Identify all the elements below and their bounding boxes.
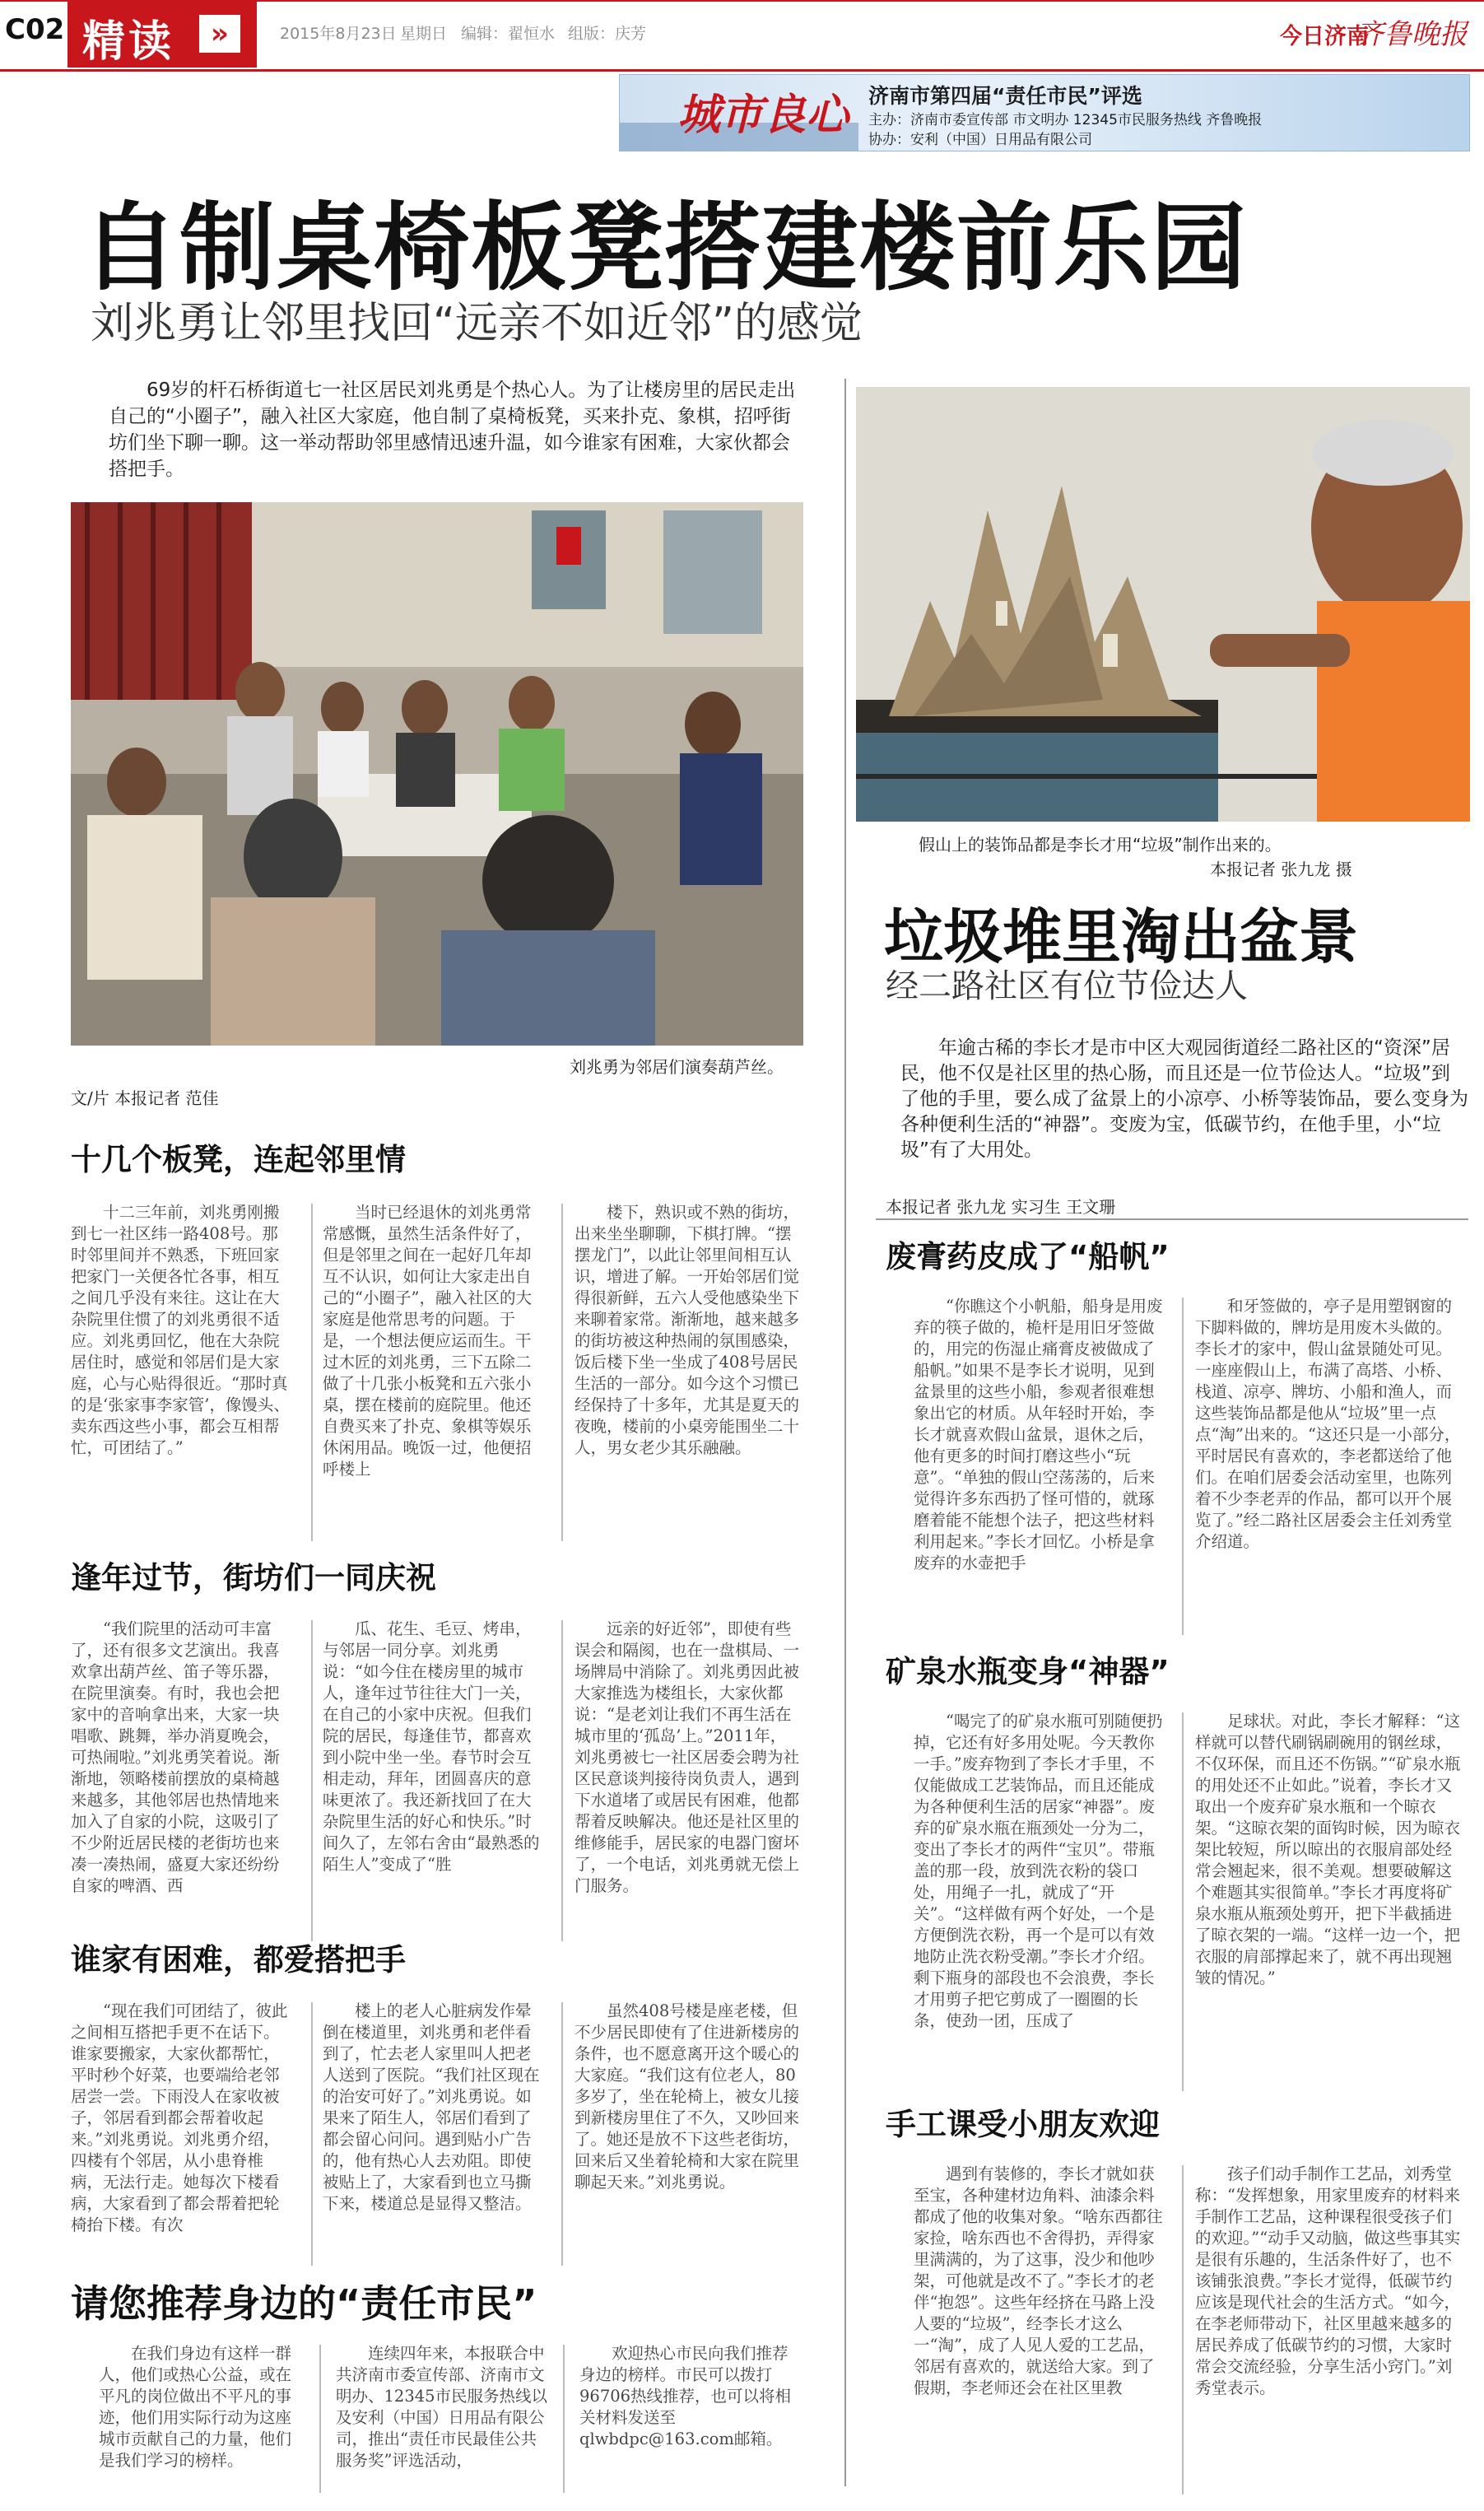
right-byline: 本报记者 张九龙 实习生 王文珊 — [886, 1197, 1116, 1217]
page-column-divider — [844, 379, 846, 2486]
column-rule — [311, 2002, 313, 2266]
column-rule — [563, 2345, 565, 2493]
sec3-col3: 虽然408号楼是座老楼，但不少居民即使有了住进新楼房的条件，也不愿意离开这个暖心的大家庭。“我们这有位老人，80多岁了，坐在轮椅上，被女儿接到新楼房里住了不久，又吵回来了。她还是放不下这些老街坊，回来后又坐着轮椅和大家在院里聊起天来。”刘兆勇说。 — [575, 2001, 800, 2192]
banner-title: 济南市第四届“责任市民”评选 — [868, 84, 1142, 108]
right-headline: 垃圾堆里淘出盆景 — [884, 902, 1359, 971]
issue-date: 2015年8月23日 — [280, 25, 397, 43]
main-photo-caption: 刘兆勇为邻居们演奏葫芦丝。 — [570, 1057, 784, 1077]
editor-credit: 编辑：翟恒水 — [461, 25, 556, 43]
sec2-col2: 瓜、花生、毛豆、烤串，与邻居一同分享。刘兆勇说：“如今住在楼房里的城市人，逢年过节往往大门一关，在自己的小家中庆祝。但我们院的居民，每逢佳节，都喜欢到小院中坐一坐。春节时会互相走动，拜年，团圆喜庆的意味更浓了。我还新找回了在大杂院里生活的好心和快乐。”时间久了，左邻右舍由“最熟悉的陌生人”变成了“胜 — [323, 1619, 540, 1874]
bonsai-photo — [856, 387, 1470, 822]
right-s3-title: 手工课受小朋友欢迎 — [886, 2107, 1160, 2142]
main-lead: 69岁的杆石桥街道七一社区居民刘兆勇是个热心人。为了让楼房里的居民走出自己的“小圈子”，融入社区大家庭，他自制了桌椅板凳，买来扑克、象棋，招呼街坊们坐下聊一聊。这一举动帮助邻里感情迅速升温，如今谁家有困难，大家伙都会搭把手。 — [109, 380, 796, 480]
banner-logo: 城市良心 — [677, 90, 849, 140]
column-rule — [311, 1620, 313, 1941]
sec2-title: 逢年过节，街坊们一同庆祝 — [71, 1560, 436, 1596]
right-s3-col2: 孩子们动手制作工艺品，刘秀堂称：“发挥想象，用家里废弃的材料来手制作工艺品，这种课程很受孩子们的欢迎。”“动手又动脑，做这些事其实是很有乐趣的，生活条件好了，也不该铺张浪费。”李长才觉得，低碳节约应该是现代社会的生活方式。“如今，在李老师带动下，社区里越来越多的居民养成了低碳节约的习惯，大家时常会交流经验，分享生活小窍门。”刘秀堂表示。 — [1195, 2164, 1461, 2397]
main-byline: 文/片 本报记者 范佳 — [71, 1088, 219, 1108]
right-s1-title: 废膏药皮成了“船帆” — [886, 1239, 1170, 1274]
bonsai-photo-credit: 本报记者 张九龙 摄 — [1210, 860, 1352, 879]
header-divider — [0, 69, 1484, 72]
column-rule — [319, 2345, 321, 2493]
column-rule — [561, 1204, 563, 1541]
section-label: 今日济南 — [1280, 24, 1369, 49]
banner-organizers: 主办：济南市委宣传部 市文明办 12345市民服务热线 齐鲁晚报 — [868, 112, 1263, 128]
sec3-title: 谁家有困难，都爱搭把手 — [71, 1942, 406, 1978]
sec1-col1: 十二三年前，刘兆勇刚搬到七一社区纬一路408号。那时邻里间并不熟悉，下班回家把家门一关便各忙各事，相互之间几乎没有来往。这让在大杂院里住惯了的刘兆勇很不适应。刘兆勇回忆，他在大杂院居住时，感觉和邻居们是大家庭，心与心贴得很近。“那时真的是‘张家事李家管’，像馒头、卖东西这些小事，都会互相帮忙，可团结了。” — [71, 1203, 290, 1457]
right-s1-col1: “你瞧这个小帆船，船身是用废弃的筷子做的，桅杆是用旧牙签做的，用完的伤湿止痛膏皮被做成了船帆。”如果不是李长才说明，见到盆景里的这些小船，参观者很难想象出它的材质。从年轻时开始，李长才就喜欢假山盆景，退休之后，他有更多的时间打磨这些小“玩意”。“单独的假山空荡荡的，后来觉得许多东西扔了怪可惜的，就琢磨着能不能想个法子，把这些材料利用起来。”李长才回忆。小桥是拿废弃的水壶把手 — [914, 1297, 1163, 1572]
layout-credit: 组版：庆芳 — [568, 25, 647, 43]
column-rule — [1182, 1712, 1184, 2091]
recommend-title: 请您推荐身边的“责任市民” — [71, 2281, 537, 2326]
main-subhead: 刘兆勇让邻里找回“远亲不如近邻”的感觉 — [91, 299, 863, 348]
banner-co-organizer: 协办：安利（中国）日用品有限公司 — [868, 132, 1092, 148]
sec1-col3: 楼下，熟识或不熟的街坊，出来坐坐聊聊，下棋打牌。“摆摆龙门”，以此让邻里间相互认识，增进了解。一开始邻居们觉得很新鲜，五六人受他感染坐下来聊着家常。渐渐地，越来越多的街坊被这种热闹的氛围感染，饭后楼下坐一坐成了408号居民生活的一部分。如今这个习惯已经保持了十多年，尤其是夏天的夜晚，楼前的小桌旁能围坐二十人，男女老少其乐融融。 — [575, 1203, 800, 1457]
bonsai-photo-caption: 假山上的装饰品都是李长才用“垃圾”制作出来的。 — [919, 835, 1282, 855]
column-rule — [1182, 1297, 1184, 1635]
arrow-icon: » — [199, 15, 240, 53]
newspaper-brand: 齐鲁晚报 — [1356, 18, 1468, 51]
main-headline: 自制桌椅板凳搭建楼前乐园 — [82, 193, 1248, 304]
main-photo — [71, 502, 803, 1046]
recommend-col3: 欢迎热心市民向我们推荐身边的榜样。市民可以拨打96706热线推荐，也可以将相关材料发送至qlwbdpc@163.com邮箱。 — [579, 2344, 792, 2448]
column-name: 精读 — [82, 17, 175, 67]
issue-weekday: 星期日 — [400, 25, 448, 43]
right-s2-title: 矿泉水瓶变身“神器” — [886, 1654, 1170, 1689]
right-s2-col1: “喝完了的矿泉水瓶可别随便扔掉，它还有好多用处呢。今天教你一手。”废弃物到了李长才手里，不仅能做成工艺装饰品，而且还能成为各种便利生活的居家“神器”。废弃的矿泉水瓶在瓶颈处一分为二，变出了李长才的两件“宝贝”。带瓶盖的那一段，放到洗衣粉的袋口处，用绳子一扎，就成了“开关”。“这样做有两个好处，一个是方便倒洗衣粉，再一个是可以有效地防止洗衣粉受潮。”李长才介绍。剩下瓶身的部段也不会浪费，李长才用剪子把它剪成了一圈圈的长条，使劲一团，压成了 — [914, 1712, 1163, 2030]
recommend-col2: 连续四年来，本报联合中共济南市委宣传部、济南市文明办、12345市民服务热线以及安利（中国）日用品有限公司，推出“责任市民最佳公共服务奖”评选活动， — [336, 2344, 548, 2470]
right-lead: 年逾古稀的李长才是市中区大观园街道经二路社区的“资深”居民，他不仅是社区里的热心肠，而且还是一位节俭达人。“垃圾”到了他的手里，要么成了盆景上的小凉亭、小桥等装饰品，要么变身为各种便利生活的“神器”。变废为宝，低碳节约，在他手里，小“垃圾”有了大用处。 — [900, 1037, 1468, 1161]
column-rule — [561, 1620, 563, 1941]
right-s2-col2: 足球状。对此，李长才解释：“这样就可以替代刷锅刷碗用的钢丝球，不仅环保，而且还不伤锅。”“矿泉水瓶的用处还不止如此。”说着，李长才又取出一个废弃矿泉水瓶和一个晾衣架。“这晾衣架的面钩时候，因为晾衣架比较短，所以晾出的衣服肩部处经常会翘起来，很不美观。想要破解这个难题其实很简单。”李长才再度将矿泉水瓶从瓶颈处剪开，把下半截插进了晾衣架的一端。“这样一边一个，把衣服的肩部撑起来了，就不再出现翘皱的情况。” — [1195, 1712, 1461, 1987]
right-s1-col2: 和牙签做的，亭子是用塑钢窗的下脚料做的，牌坊是用废木头做的。李长才的家中，假山盆景随处可见。一座座假山上，布满了高塔、小桥、栈道、凉亭、牌坊、小船和渔人，而这些装饰品都是他从“垃圾”里一点点“淘”出来的。“这还只是一小部分，平时居民有喜欢的，李老都送给了他们。在咱们居委会活动室里，也陈列着不少李老弄的作品，都可以开个展览了。”经二路社区居委会主任刘秀堂介绍道。 — [1195, 1297, 1461, 1551]
right-s3-col1: 遇到有装修的，李长才就如获至宝，各种建材边角料、油漆余料都成了他的收集对象。“啥东西都往家捡，啥东西也不舍得扔，弄得家里满满的，为了这事，没少和他吵架，可他就是改不了。”李长才的老伴“抱怨”。这些年经挤在马路上没人要的“垃圾”，经李长才这么一“淘”，成了人见人爱的工艺品，邻居有喜欢的，就送给大家。到了假期，李老师还会在社区里教 — [914, 2164, 1163, 2397]
event-banner — [619, 74, 1470, 151]
byline-rule — [876, 1218, 1468, 1220]
sec1-col2: 当时已经退休的刘兆勇常常感慨，虽然生活条件好了，但是邻里之间在一起好几年却互不认识，如何让大家走出自己的“小圈子”，融入社区的大家庭是他常思考的问题。于是，一个想法便应运而生。干过木匠的刘兆勇，三下五除二做了十几张小板凳和五六张小桌，摆在楼前的庭院里。他还自费买来了扑克、象棋等娱乐休闲用品。晚饭一过，他便招呼楼上 — [323, 1203, 532, 1479]
column-rule — [311, 1204, 313, 1541]
sec2-col3: 远亲的好近邻”，即使有些误会和隔阂，也在一盘棋局、一场牌局中消除了。刘兆勇因此被大家推选为楼组长，大家伙都说：“是老刘让我们不再生活在城市里的‘孤岛’上。”2011年，刘兆勇被七一社区居委会聘为社区民意谈判接待岗负责人，遇到下水道堵了或居民有困难，他都帮着反映解决。他还是社区里的维修能手，居民家的电器门窗坏了，一个电话，刘兆勇就无偿上门服务。 — [575, 1619, 800, 1895]
sec3-col2: 楼上的老人心脏病发作晕倒在楼道里，刘兆勇和老伴看到了，忙去老人家里叫人把老人送到了医院。“我们社区现在的治安可好了。”刘兆勇说。如果来了陌生人，邻居们看到了都会留心问问。遇到贴小广告的，他有热心人去劝阻。即使被贴上了，大家看到也立马撕下来，楼道总是显得又整洁。 — [323, 2001, 540, 2213]
sec3-col1: “现在我们可团结了，彼此之间相互搭把手更不在话下。谁家要搬家，大家伙都帮忙，平时秒个好菜，也要端给老邻居尝一尝。下雨没人在家收被子，邻居看到都会帮着收起来。”刘兆勇说。刘兆勇介绍，四楼有个邻居，从小患脊椎病，无法行走。她每次下楼看病，大家看到了都会帮着把轮椅抬下楼。有次 — [71, 2001, 288, 2234]
sec1-title: 十几个板凳，连起邻里情 — [71, 1142, 406, 1177]
right-subhead: 经二路社区有位节俭达人 — [886, 967, 1248, 1005]
column-rule — [1182, 2165, 1184, 2495]
column-rule — [561, 2002, 563, 2266]
recommend-col1: 在我们身边有这样一群人，他们或热心公益，或在平凡的岗位做出不平凡的事迹，他们用实际行动为这座城市贡献自己的力量，他们是我们学习的榜样。 — [99, 2344, 292, 2470]
sec2-col1: “我们院里的活动可丰富了，还有很多文艺演出。我喜欢拿出葫芦丝、笛子等乐器，在院里演奏。有时，我也会把家中的音响拿出来，大家一块唱歌、跳舞，举办消夏晚会，可热闹啦。”刘兆勇笑着说。渐渐地，领略楼前摆放的桌椅越来越多，其他邻居也热情地来加入了自家的小院，这吸引了不少附近居民楼的老街坊也来凑一凑热闹，盛夏大家还纷纷自家的啤酒、西 — [71, 1619, 280, 1895]
page-number: C02 — [5, 13, 65, 46]
